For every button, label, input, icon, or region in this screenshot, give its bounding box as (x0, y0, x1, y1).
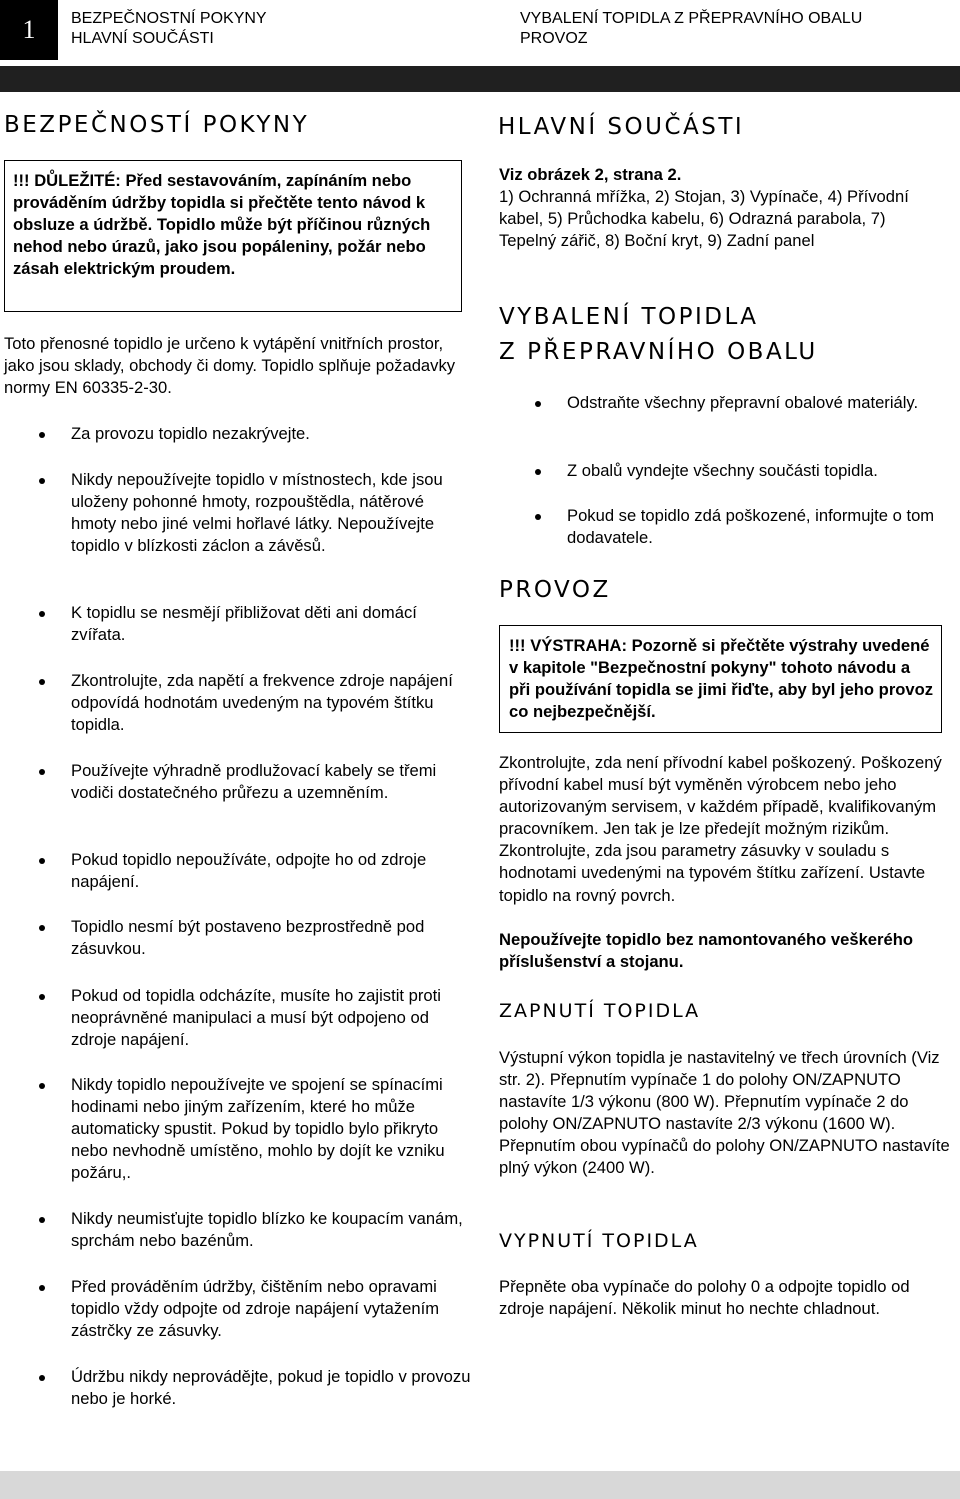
switch-on-text: Výstupní výkon topidla je nastavitelný ve třech úrovních (Viz str. 2). Přepnutím vypínače 1 do polohy ON/ZAPNUTO nastavíte 1/3 výkonu (800 W). Přepnutím vypínače 2 do polohy ON/ZAPNUTO nastavíte 2/3 výkonu (1600 W). Přepnutím obou vypínačů do polohy ON/ZAPNUTO nastavíte plný výkon (2400 W). (499, 1048, 950, 1178)
safety-bullet-item-text: Za provozu topidlo nezakrývejte. (71, 424, 310, 443)
unpack-bullet-item-text: Pokud se topidlo zdá poškozené, informujte o tom dodavatele. (567, 506, 935, 548)
safety-bullet-item-text: Zkontrolujte, zda napětí a frekvence zdroje napájení odpovídá hodnotám uvedeným na typovém štítku topidla. (71, 671, 453, 735)
safety-title: BEZPEČNOSTÍ POKYNY (4, 112, 310, 138)
header-band (0, 66, 960, 92)
bullet-icon (39, 925, 45, 931)
bullet-icon (39, 679, 45, 685)
bullet-icon (39, 1217, 45, 1223)
bullet-icon (535, 401, 541, 407)
switch-on-title: ZAPNUTÍ TOPIDLA (499, 1000, 701, 1022)
operation-title: PROVOZ (499, 577, 611, 603)
bullet-icon (39, 611, 45, 617)
safety-bullet-item-text: Pokud od topidla odcházíte, musíte ho zajistit proti neoprávněné manipulaci a musí být odpojeno od zdroje napájení. (71, 986, 441, 1050)
header-left-sections (71, 9, 267, 49)
header-right-sections (520, 9, 862, 49)
bullet-icon (535, 469, 541, 475)
bullet-icon (39, 478, 45, 484)
operation-bold-text: Nepoužívejte topidlo bez namontovaného veškerého příslušenství a stojanu. (499, 930, 913, 972)
safety-bullet-item-text: Pokud topidlo nepoužíváte, odpojte ho od zdroje napájení. (71, 850, 427, 892)
safety-bullet-item-text: K topidlu se nesmějí přibližovat děti ani domácí zvířata. (71, 603, 417, 645)
safety-bullet-item-text: Topidlo nesmí být postaveno bezprostředně pod zásuvkou. (71, 917, 425, 959)
parts-reference: Viz obrázek 2, strana 2. (499, 165, 682, 184)
bullet-icon (39, 769, 45, 775)
unpack-title-line-1: VYBALENÍ TOPIDLA (499, 304, 759, 330)
header-right-line-2: PROVOZ (520, 30, 588, 47)
safety-warning-text: !!! DŮLEŽITÉ: Před sestavováním, zapínáním nebo prováděním údržby topidla si přečtěte tento návod k obsluze a údržbě. Topidlo může být příčinou různých nehod nebo úrazů, jako jsou popáleniny, požár nebo zásah elektrickým proudem. (13, 171, 431, 279)
header-left-line-2: HLAVNÍ SOUČÁSTI (71, 30, 214, 47)
safety-bullet-item-text: Používejte výhradně prodlužovací kabely se třemi vodiči dostatečného průřezu a uzemněním. (71, 761, 437, 803)
safety-intro: Toto přenosné topidlo je určeno k vytápění vnitřních prostor, jako jsou sklady, obchody či domy. Topidlo splňuje požadavky normy EN 60335-2-30. (4, 334, 456, 398)
unpack-bullet-item-text: Odstraňte všechny přepravní obalové materiály. (567, 393, 919, 412)
switch-off-text: Přepněte oba vypínače do polohy 0 a odpojte topidlo od zdroje napájení. Několik minut ho nechte chladnout. (499, 1277, 910, 1319)
operation-text: Zkontrolujte, zda není přívodní kabel poškozený. Poškozený přívodní kabel musí být vyměněn výrobcem nebo jeho autorizovaným servisem, v každém případě, kvalifikovaným pracovníkem. Jen tak je lze předejít možným rizikům. Zkontrolujte, zda jsou parametry zásuvky v souladu s hodnotami uvedenými na typovém štítku zařízení. Ustavte topidlo na rovný povrch. (499, 753, 942, 905)
bullet-icon (39, 858, 45, 864)
safety-bullet-item-text: Před prováděním údržby, čištěním nebo opravami topidlo vždy odpojte od zdroje napájení vytažením zástrčky ze zásuvky. (71, 1277, 440, 1341)
bullet-icon (535, 514, 541, 520)
safety-bullet-item-text: Nikdy neumisťujte topidlo blízko ke koupacím vanám, sprchám nebo bazénům. (71, 1209, 463, 1251)
switch-off-title: VYPNUTÍ TOPIDLA (499, 1230, 699, 1252)
bullet-icon (39, 432, 45, 438)
page-header (0, 0, 960, 60)
bullet-icon (39, 1375, 45, 1381)
header-left-line-1: BEZPEČNOSTNÍ POKYNY (71, 10, 267, 27)
bullet-icon (39, 1285, 45, 1291)
unpack-bullet-item-text: Z obalů vyndejte všechny součásti topidla. (567, 461, 878, 480)
safety-bullet-item-text: Nikdy nepoužívejte topidlo v místnostech, kde jsou uloženy pohonné hmoty, rozpouštědla, nátěrové hmoty nebo jiné velmi hořlavé látky. Nepoužívejte topidlo v blízkosti záclon a závěsů. (71, 470, 443, 556)
footer-band (0, 1471, 960, 1499)
parts-list: 1) Ochranná mřížka, 2) Stojan, 3) Vypínače, 4) Přívodní kabel, 5) Průchodka kabelu, 6) Odrazná parabola, 7) Tepelný zářič, 8) Boční kryt, 9) Zadní panel (499, 187, 909, 251)
safety-bullet-item-text: Nikdy topidlo nepoužívejte ve spojení se spínacími hodinami nebo jiným zařízením, které ho může automaticky spustit. Pokud by topidlo bylo přikryto nebo nevhodně umístěno, mohlo by dojít ke vzniku požáru,. (71, 1075, 445, 1183)
bullet-icon (39, 1083, 45, 1089)
operation-warning-text: !!! VÝSTRAHA: Pozorně si přečtěte výstrahy uvedené v kapitole "Bezpečnostní pokyny" tohoto návodu a při používání topidla se jimi řiďte, aby byl jeho provoz co nejbezpečnější. (509, 636, 934, 722)
header-right-line-1: VYBALENÍ TOPIDLA Z PŘEPRAVNÍHO OBALU (520, 10, 863, 27)
bullet-icon (39, 994, 45, 1000)
parts-title: HLAVNÍ SOUČÁSTI (498, 114, 745, 140)
unpack-title-line-2: Z PŘEPRAVNÍHO OBALU (499, 339, 818, 365)
page-number: 1 (0, 0, 58, 60)
safety-bullet-item-text: Údržbu nikdy neprovádějte, pokud je topidlo v provozu nebo je horké. (71, 1367, 471, 1409)
